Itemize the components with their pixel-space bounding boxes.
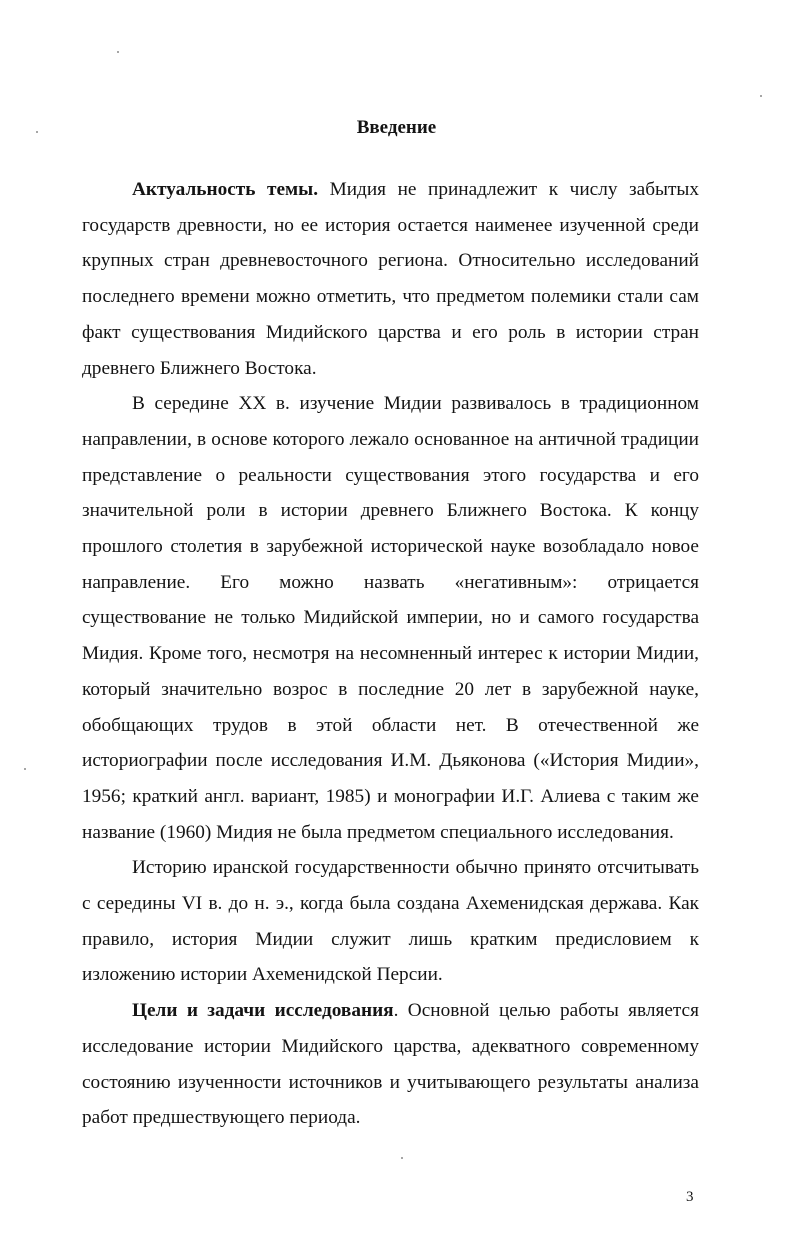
paragraph-text: Историю иранской государственности обычно принято отсчитывать с середины VI в. до н. э., когда была создана Ахеменидская держава. Как правило, история Мидии служит лишь кратким предисловием к изложению истории Ахеменидской Персии. — [82, 857, 699, 986]
body-text — [82, 172, 699, 1136]
paragraph-lead: Цели и задачи исследования — [132, 1000, 394, 1022]
scan-speck — [117, 51, 119, 53]
scan-speck — [760, 95, 762, 97]
scan-speck — [401, 1157, 403, 1159]
scan-speck — [36, 131, 38, 133]
paragraph-statehood — [82, 850, 699, 993]
paragraph-lead: Актуальность темы. — [132, 179, 319, 200]
paragraph-text: В середине XX в. изучение Мидии развивалось в традиционном направлении, в основе которого лежало основанное на античной традиции представление о реальности существования этого государства и его значительной роли в истории древнего Ближнего Востока. К концу прошлого столетия в зарубежной исторической науке возобладало новое направление. Его можно назвать «негативным»: отрицается существование не только Мидийской империи, но и самого государства Мидия. Кроме того, несмотря на несомненный интерес к истории Мидии, который значительно возрос в последние 20 лет в зарубежной науке, обобщающих трудов в этой области нет. В отечественной же историографии после исследования И.М. Дьяконова («История Мидии», 1956; краткий англ. вариант, 1985) и монографии И.Г. Алиева с таким же название (1960) Мидия не была предметом специального исследования. — [82, 393, 699, 843]
paragraph-text: Мидия не принадлежит к числу забытых государств древности, но ее история остается наименее изученной среди крупных стран древневосточного региона. Относительно исследований последнего времени можно отметить, что предметом полемики стали сам факт существования Мидийского царства и его роль в истории стран древнего Ближнего Востока. — [82, 179, 700, 379]
page-number: 3 — [686, 1189, 694, 1205]
paragraph-historiography — [82, 386, 699, 850]
page-title: Введение — [356, 117, 437, 138]
paragraph-relevance — [82, 172, 699, 386]
paragraph-goals — [82, 993, 699, 1136]
paragraph-text: . Основной целью работы является исследование истории Мидийского царства, адекватного современному состоянию изученности источников и учитывающего результаты анализа работ предшествующего периода. — [82, 1000, 699, 1129]
scan-speck — [24, 768, 26, 770]
